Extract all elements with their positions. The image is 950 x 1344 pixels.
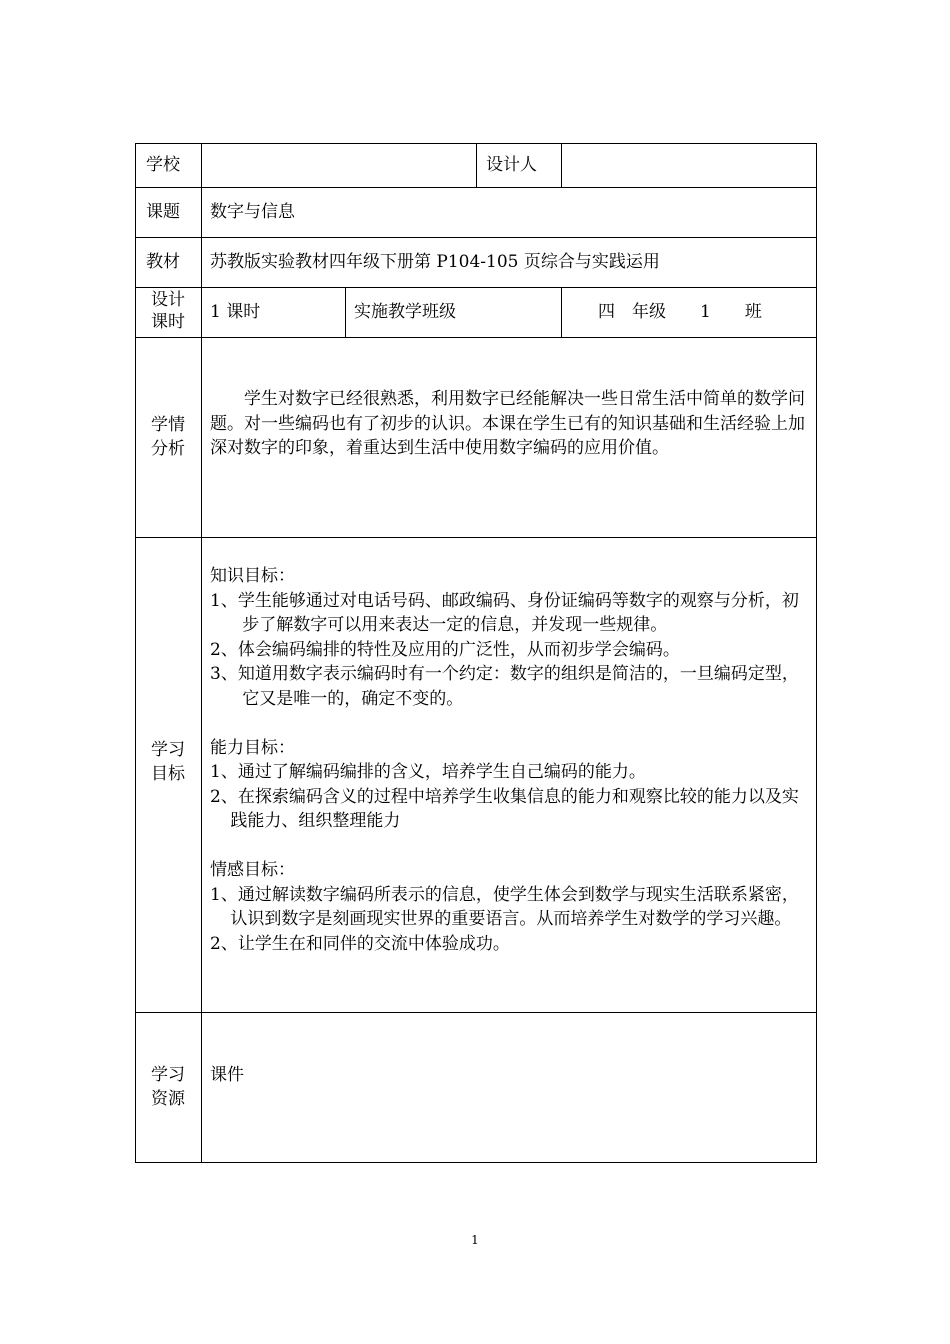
designer-label: 设计人	[486, 155, 537, 175]
page-number: 1	[471, 1233, 479, 1247]
analysis-label-line1: 学情	[151, 415, 185, 435]
material-value: 苏教版实验教材四年级下册第 P104-105 页综合与实践运用	[210, 252, 660, 272]
resources-value: 课件	[210, 1065, 244, 1085]
design-hours-label-line2: 课时	[151, 312, 185, 332]
ability-item: 2、在探索编码含义的过程中培养学生收集信息的能力和观察比较的能力以及实践能力、组织整理能力	[210, 786, 799, 831]
analysis-paragraph: 学生对数字已经很熟悉，利用数字已经能解决一些日常生活中简单的数学问题。对一些编码也有了初步的认识。本课在学生已有的知识基础和生活经验上加深对数字的印象，着重达到生活中使用数字编码的应用价值。	[210, 389, 805, 458]
objectives-label-line2: 目标	[151, 764, 185, 784]
topic-value: 数字与信息	[210, 202, 295, 222]
knowledge-item: 1、学生能够通过对电话号码、邮政编码、身份证编码等数字的观察与分析，初步了解数字可以用来表达一定的信息，并发现一些规律。	[210, 590, 799, 635]
resources-label-line1: 学习	[151, 1065, 185, 1085]
resources-label	[136, 1063, 200, 1111]
ability-item: 1、通过了解编码编排的含义，培养学生自己编码的能力。	[210, 762, 646, 782]
ability-title: 能力目标：	[210, 737, 295, 758]
analysis-label	[136, 413, 200, 461]
emotion-item: 1、通过解读数字编码所表示的信息，使学生体会到数学与现实生活联系紧密，认识到数字是刻画现实世界的重要语言。从而培养学生对数学的学习兴趣。	[210, 884, 799, 929]
material-label: 教材	[146, 252, 180, 272]
design-hours-label	[136, 289, 200, 333]
resources-label-line2: 资源	[151, 1089, 185, 1109]
analysis-text	[210, 387, 814, 461]
school-label: 学校	[146, 155, 180, 175]
objectives-label	[136, 738, 200, 786]
analysis-label-line2: 分析	[151, 439, 185, 459]
emotion-item: 2、让学生在和同伴的交流中体验成功。	[210, 933, 510, 954]
design-hours-label-line1: 设计	[151, 290, 185, 310]
knowledge-item: 3、知道用数字表示编码时有一个约定：数字的组织是简洁的，一旦编码定型，它又是唯一的，确定不变的。	[210, 664, 799, 709]
knowledge-title: 知识目标：	[210, 566, 295, 586]
objectives-label-line1: 学习	[151, 740, 185, 760]
design-hours-value: 1 课时	[210, 302, 261, 322]
topic-label: 课题	[146, 202, 180, 222]
objectives-content	[210, 564, 814, 956]
knowledge-item: 2、体会编码编排的特性及应用的广泛性，从而初步学会编码。	[210, 639, 680, 660]
class-value: 四 年级 1 班	[598, 302, 762, 322]
class-label: 实施教学班级	[354, 302, 456, 322]
emotion-title: 情感目标：	[210, 860, 295, 880]
